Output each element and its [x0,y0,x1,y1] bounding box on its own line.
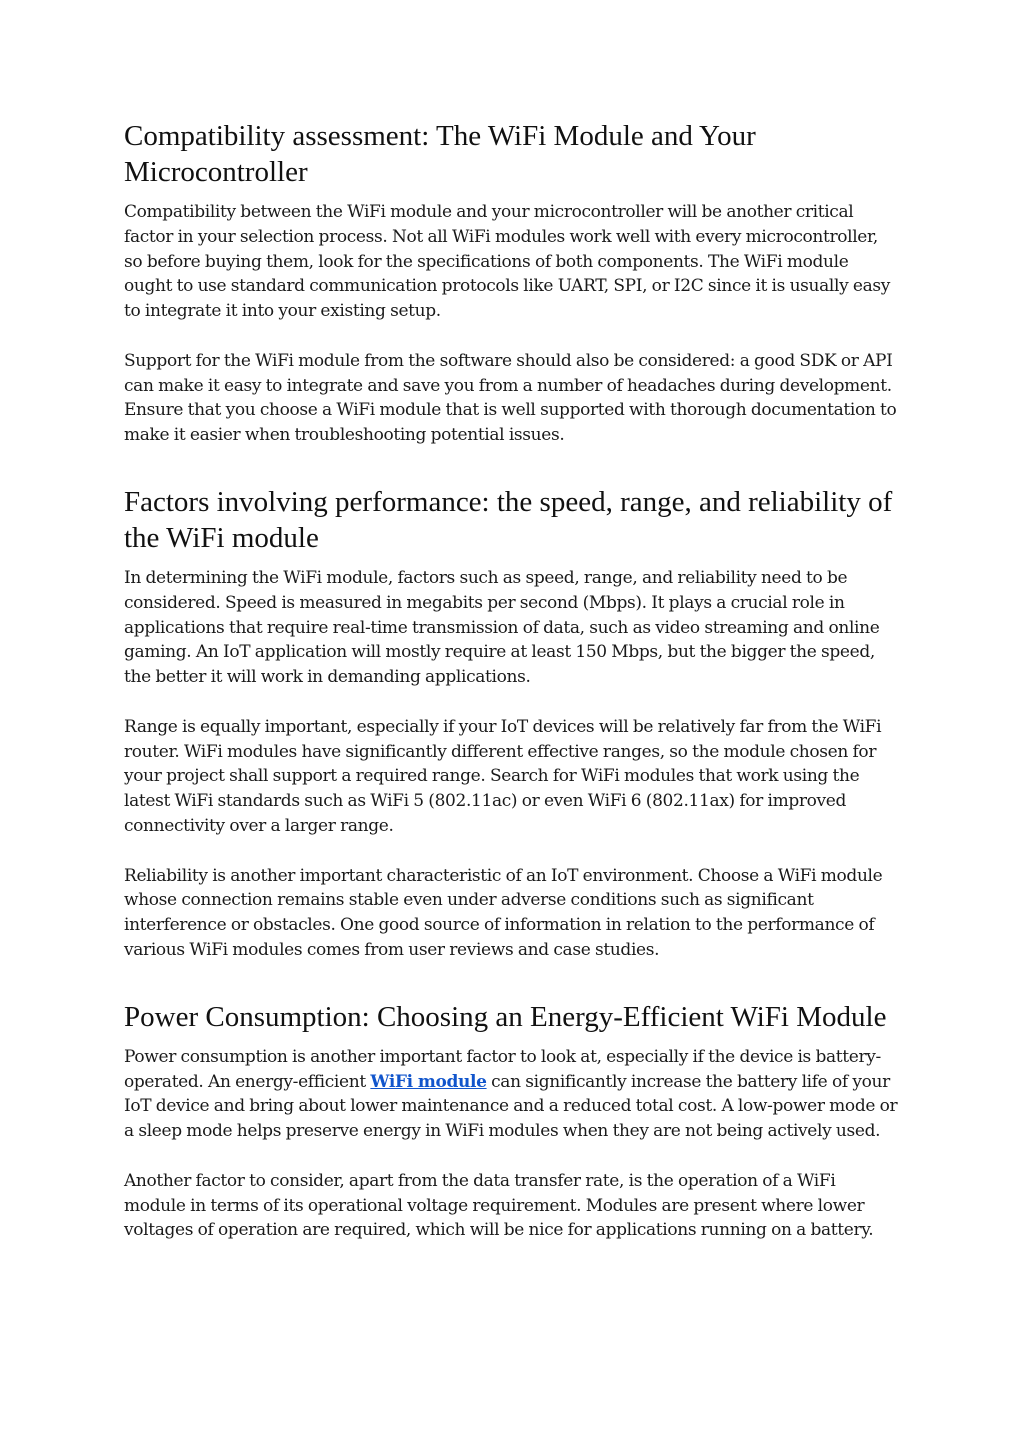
paragraph-power-1-end: can significantly increase the battery life of your IoT device and bring about lower maintenance and a reduced total cost. A low-power mode or a sleep mode helps preserve energy in WiFi modules when they are not being actively used. [124,1071,898,1142]
paragraph-power-1-start: Power consumption is another important factor to look at, especially if the device is battery-operated. An energy-efficient [124,1046,881,1092]
section-heading-power: Power Consumption: Choosing an Energy-Efficient WiFi Module [124,1000,887,1033]
section-heading-compatibility: Compatibility assessment: The WiFi Module and Your Microcontroller [124,120,756,188]
paragraph-power-1 [124,1045,900,1144]
document-page [124,118,900,1243]
paragraph-performance-1: In determining the WiFi module, factors such as speed, range, and reliability need to be considered. Speed is measured in megabits per second (Mbps). It plays a crucial role in applications that require real-time transmission of data, such as video streaming and online gaming. An IoT application will mostly require at least 150 Mbps, but the bigger the speed, the better it will work in demanding applications. [124,567,880,688]
wifi-module-link[interactable]: WiFi module [370,1071,487,1092]
paragraph-power-2: Another factor to consider, apart from the data transfer rate, is the operation of a WiFi module in terms of its operational voltage requirement. Modules are present where lower voltages of operation are required, which will be nice for applications running on a battery. [124,1170,874,1241]
paragraph-compatibility-1: Compatibility between the WiFi module and your microcontroller will be another critical factor in your selection process. Not all WiFi modules work well with every microcontroller, so before buying them, look for the specifications of both components. The WiFi module ought to use standard communication protocols like UART, SPI, or I2C since it is usually easy to integrate it into your existing setup. [124,202,891,322]
paragraph-performance-3: Reliability is another important characteristic of an IoT environment. Choose a WiFi module whose connection remains stable even under adverse conditions such as significant interference or obstacles. One good source of information in relation to the performance of various WiFi modules comes from user reviews and case studies. [124,865,883,960]
paragraph-compatibility-2: Support for the WiFi module from the software should also be considered: a good SDK or API can make it easy to integrate and save you from a number of headaches during development. Ensure that you choose a WiFi module that is well supported with thorough documentation to make it easier when troubleshooting potential issues. [124,350,897,446]
paragraph-performance-2: Range is equally important, especially if your IoT devices will be relatively far from the WiFi router. WiFi modules have significantly different effective ranges, so the module chosen for your project shall support a required range. Search for WiFi modules that work using the latest WiFi standards such as WiFi 5 (802.11ac) or even WiFi 6 (802.11ax) for improved connectivity over a larger range. [124,716,882,836]
section-heading-performance: Factors involving performance: the speed, range, and reliability of the WiFi module [124,485,893,554]
